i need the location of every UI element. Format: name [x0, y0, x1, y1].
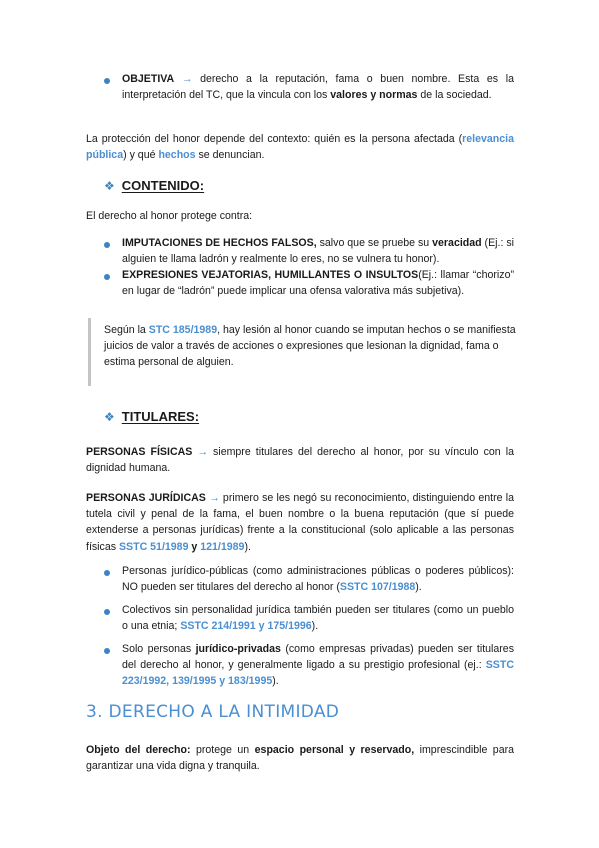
stc-185-1989-link[interactable]: STC 185/1989 [148, 324, 218, 336]
bullet-dot [104, 274, 110, 280]
sstc-107-1988-link[interactable]: SSTC 107/1988 [339, 581, 416, 594]
bullet-dot [104, 648, 110, 654]
arrow-icon: → [209, 492, 220, 504]
objetiva-term: OBJETIVA [122, 73, 175, 85]
arrow-icon: → [181, 73, 193, 85]
sstc-223-1992-link[interactable]: SSTC 223/1992, 139/1995 y 183/1995 [122, 659, 514, 688]
quote-block [88, 318, 519, 386]
relevancia-publica-link[interactable]: relevancia pública [86, 133, 514, 162]
section-heading: 3. DERECHO A LA INTIMIDAD [86, 702, 340, 722]
bullet-dot [104, 78, 110, 84]
sstc-121-1989-link[interactable]: 121/1989 [200, 540, 245, 553]
sstc-214-1991-link[interactable]: SSTC 214/1991 y 175/1996 [180, 620, 312, 633]
objeto-paragraph: Objeto del derecho: protege un espacio personal y reservado, imprescindible para garantizar una vida digna y tranquila. [86, 744, 515, 773]
personas-fisicas-paragraph: PERSONAS FÍSICAS → siempre titulares del derecho al honor, por su vínculo con la dignidad humana. [86, 446, 514, 475]
quote-text: Según la STC 185/1989, hay lesión al honor cuando se imputan hechos o se manifiesta juicios de valor a través de acciones o expresiones que lesionan la dignidad, fama o estima personal de alguien. [104, 324, 516, 369]
titulares-item-2: Colectivos sin personalidad jurídica también pueden ser titulares (como un pueblo o una etnia; SSTC 214/1991 y 175/1996). [122, 604, 514, 633]
contenido-heading [104, 178, 204, 193]
diamond-bullet-icon: ❖ [104, 178, 115, 193]
hechos-link[interactable]: hechos [158, 149, 196, 162]
contenido-item-2: EXPRESIONES VEJATORIAS, HUMILLANTES O INSULTOS(Ej.: llamar “chorizo” en lugar de “ladrón” puede implicar una ofensa valorativa más subjetiva). [122, 269, 514, 298]
diamond-bullet-icon: ❖ [104, 409, 115, 424]
titulares-item-3: Solo personas jurídico-privadas (como empresas privadas) pueden ser titulares del derecho al honor, y generalmente ligado a su prestigio profesional (ej.: SSTC 223/1992, 139/1995 y 183/1995). [122, 643, 514, 688]
arrow-icon: → [197, 446, 208, 458]
titulares-heading [104, 409, 199, 424]
bullet-dot [104, 242, 110, 248]
titulares-item-1: Personas jurídico-públicas (como administraciones públicas o poderes públicos): NO pueden ser titulares del derecho al honor (SSTC 107/1988). [122, 565, 514, 594]
valores-normas: valores y normas [330, 89, 418, 102]
personas-juridicas-paragraph: PERSONAS JURÍDICAS → primero se les negó su reconocimiento, distinguiendo entre la tutela civil y penal de la fama, el buen nombre o la buena reputación (que sí puede extenderse a personas jurídicas) frente a la constitucional (solo aplicable a las personas físicas SSTC 51/1989 y 121/1989). [86, 492, 514, 553]
proteccion-paragraph: La protección del honor depende del contexto: quién es la persona afectada (relevancia pública) y qué hechos se denuncian. [86, 133, 514, 162]
titulares-title: TITULARES: [121, 409, 200, 424]
contenido-intro: El derecho al honor protege contra: [86, 210, 253, 222]
objetiva-item: OBJETIVA → derecho a la reputación, fama o buen nombre. Esta es la interpretación del TC, que la vincula con los valores y normas de la sociedad. [122, 73, 514, 102]
bullet-dot [104, 609, 110, 615]
contenido-item-1: IMPUTACIONES DE HECHOS FALSOS, salvo que se pruebe su veracidad (Ej.: si alguien te llama ladrón y realmente lo eres, no se vulnera tu honor). [122, 237, 514, 266]
sstc-51-1989-link[interactable]: SSTC 51/1989 [118, 540, 189, 553]
contenido-title: CONTENIDO: [121, 178, 205, 193]
bullet-dot [104, 570, 110, 576]
